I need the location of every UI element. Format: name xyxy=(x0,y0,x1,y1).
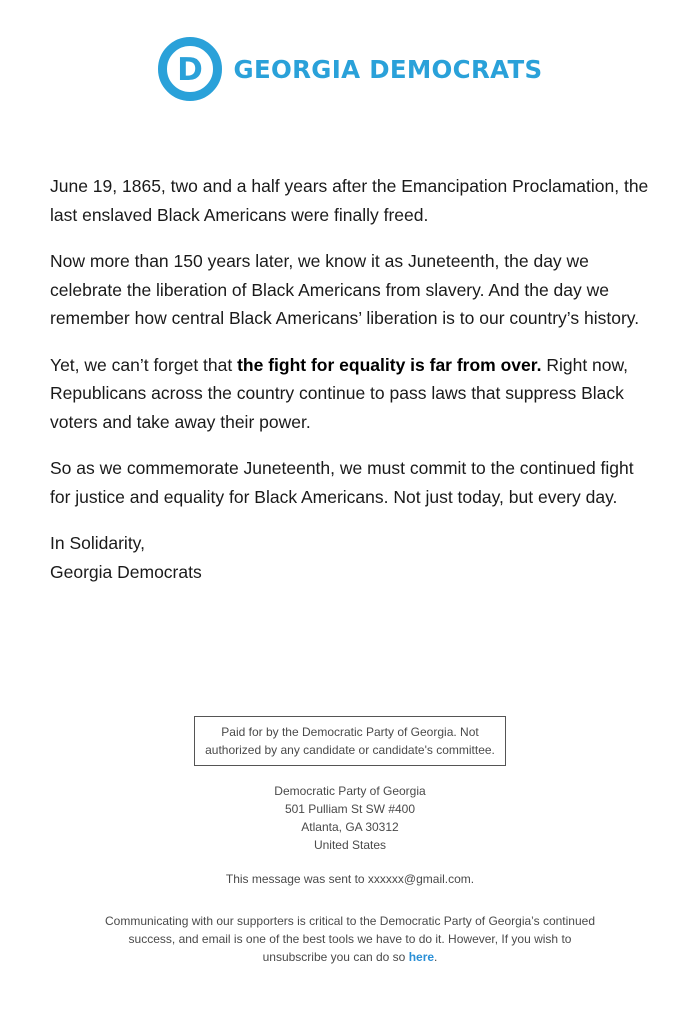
unsubscribe-link[interactable]: here xyxy=(408,950,435,964)
paragraph-1: June 19, 1865, two and a half years after the Emancipation Proclamation, the last enslaved Black Americans were finally freed. xyxy=(50,176,649,225)
sent-to-prefix: This message was sent to xyxy=(225,872,368,886)
unsubscribe-notice xyxy=(100,912,600,966)
signoff-closing: In Solidarity, xyxy=(50,533,145,553)
paragraph-3-emphasis: the fight for equality is far from over. xyxy=(237,354,542,375)
paragraph-3 xyxy=(50,351,650,437)
democrats-d-logo-icon xyxy=(158,37,222,101)
svg-text:D: D xyxy=(176,52,203,88)
email-footer xyxy=(0,716,700,966)
logo-text: GEORGIA DEMOCRATS xyxy=(233,54,543,84)
georgia-democrats-logo[interactable] xyxy=(158,37,543,101)
email-header xyxy=(0,36,700,102)
signoff xyxy=(50,529,650,586)
paragraph-4: So as we commemorate Juneteenth, we must commit to the continued fight for justice and equality for Black Americans. Not just today, but every day. xyxy=(50,458,634,507)
unsubscribe-end: . xyxy=(434,950,438,964)
mailing-address xyxy=(0,782,700,854)
address-city: Atlanta, GA 30312 xyxy=(301,820,399,834)
paragraph-3-end: Right now, Republicans across the country continue to pass laws that suppress Black voters and take away their power. xyxy=(50,354,629,432)
email-body xyxy=(50,172,650,604)
signoff-signature: Georgia Democrats xyxy=(50,561,202,582)
unsubscribe-text: Communicating with our supporters is critical to the Democratic Party of Georgia’s continued success, and email is one of the best tools we have to do it. However, If you wish to unsubscribe you can do so xyxy=(105,914,595,964)
address-org: Democratic Party of Georgia xyxy=(274,784,426,798)
paragraph-2: Now more than 150 years later, we know it as Juneteenth, the day we celebrate the liberation of Black Americans from slavery. And the day we remember how central Black Americans’ liberation is to our country’s history. xyxy=(50,251,640,328)
sent-to-suffix: . xyxy=(470,872,475,886)
address-country: United States xyxy=(313,838,387,852)
address-street: 501 Pulliam St SW #400 xyxy=(284,802,416,816)
recipient-email: xxxxxx@gmail.com xyxy=(367,872,471,886)
paragraph-3-start: Yet, we can’t forget that xyxy=(50,354,238,375)
paid-for-disclaimer: Paid for by the Democratic Party of Georgia. Not authorized by any candidate or candidate's committee. xyxy=(194,716,506,766)
sent-to-notice xyxy=(0,870,700,888)
